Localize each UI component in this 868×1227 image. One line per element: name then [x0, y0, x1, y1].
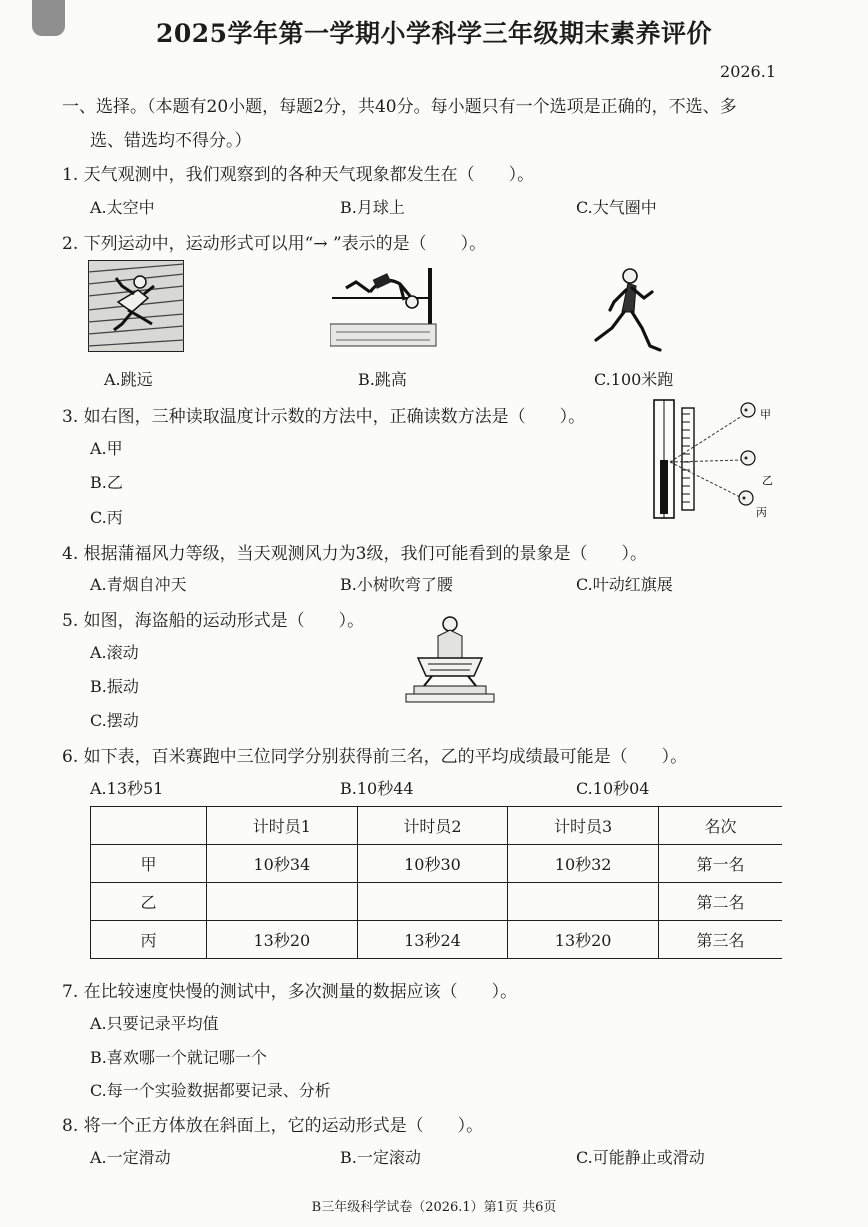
question-7-option-c: C.每一个实验数据都要记录、分析: [90, 1081, 331, 1100]
table-cell: 13秒20: [207, 921, 358, 959]
table-cell: [508, 883, 659, 921]
table-cell: 13秒20: [508, 921, 659, 959]
results-table: [90, 806, 782, 959]
question-5-option-a: A.滚动: [90, 643, 139, 662]
table-row: [91, 921, 783, 959]
table-cell: 甲: [91, 845, 207, 883]
long-jump-image: [88, 260, 184, 352]
question-6-option-c: C.10秒04: [576, 779, 650, 798]
table-cell: 第二名: [658, 883, 782, 921]
question-8-option-a: A.一定滑动: [90, 1148, 171, 1167]
question-3-stem: 3. 如右图，三种读取温度计示数的方法中，正确读数方法是（ ）。: [62, 407, 586, 427]
page-footer: B三年级科学试卷（2026.1）第1页 共6页: [311, 1200, 557, 1215]
question-5-option-c: C.摆动: [90, 711, 139, 730]
question-1-option-c: C.大气圈中: [576, 198, 657, 217]
table-cell: 10秒34: [207, 845, 358, 883]
question-4-option-c: C.叶动红旗展: [576, 575, 673, 594]
question-1-stem: 1. 天气观测中，我们观察到的各种天气现象都发生在（ ）。: [62, 165, 535, 185]
table-cell: 第一名: [658, 845, 782, 883]
question-2-option-b: B.跳高: [358, 370, 407, 389]
label-jia: 甲: [760, 408, 771, 421]
question-3-option-c: C.丙: [90, 508, 123, 527]
question-6-option-b: B.10秒44: [340, 779, 414, 798]
table-row: [91, 845, 783, 883]
question-2-option-a: A.跳远: [104, 370, 153, 389]
section-heading: 一、选择。（本题有20小题，每题2分，共40分。每小题只有一个选项是正确的，不选、多: [62, 97, 737, 117]
table-header-cell: 计时员1: [207, 807, 358, 845]
table-header-cell: 计时员3: [508, 807, 659, 845]
question-8-option-c: C.可能静止或滑动: [576, 1148, 705, 1167]
table-cell: 13秒24: [357, 921, 508, 959]
question-1-option-b: B.月球上: [340, 198, 405, 217]
question-7-option-b: B.喜欢哪一个就记哪一个: [90, 1048, 267, 1067]
exam-date: 2026.1: [720, 62, 776, 81]
label-bing: 丙: [756, 506, 767, 519]
question-3-option-b: B.乙: [90, 473, 123, 492]
table-header-cell: 名次: [658, 807, 782, 845]
question-4-stem: 4. 根据蒲福风力等级，当天观测风力为3级，我们可能看到的景象是（ ）。: [62, 544, 647, 564]
question-7-stem: 7. 在比较速度快慢的测试中，多次测量的数据应该（ ）。: [62, 982, 518, 1002]
question-6-stem: 6. 如下表，百米赛跑中三位同学分别获得前三名，乙的平均成绩最可能是（ ）。: [62, 747, 688, 767]
table-cell: 10秒32: [508, 845, 659, 883]
pirate-ship-image: [404, 614, 496, 704]
runner-image: [590, 266, 662, 356]
question-5-option-b: B.振动: [90, 677, 139, 696]
table-cell: 丙: [91, 921, 207, 959]
question-3-option-a: A.甲: [90, 439, 123, 458]
question-8-stem: 8. 将一个正方体放在斜面上，它的运动形式是（ ）。: [62, 1116, 484, 1136]
table-header-cell: [91, 807, 207, 845]
question-7-option-a: A.只要记录平均值: [90, 1014, 219, 1033]
table-cell: 第三名: [658, 921, 782, 959]
thermometer-reading-diagram: [648, 398, 778, 522]
label-yi: 乙: [762, 474, 773, 487]
table-cell: 乙: [91, 883, 207, 921]
question-2-stem: 2. 下列运动中，运动形式可以用“→ ”表示的是（ ）。: [62, 234, 487, 254]
table-cell: 10秒30: [357, 845, 508, 883]
question-5-stem: 5. 如图，海盗船的运动形式是（ ）。: [62, 611, 365, 631]
high-jump-image: [330, 262, 438, 352]
question-6-option-a: A.13秒51: [90, 779, 164, 798]
question-4-option-a: A.青烟自冲天: [90, 575, 187, 594]
table-cell: [207, 883, 358, 921]
question-1-option-a: A.太空中: [90, 198, 155, 217]
question-2-option-c: C.100米跑: [594, 370, 674, 389]
question-4-option-b: B.小树吹弯了腰: [340, 575, 453, 594]
question-8-option-b: B.一定滚动: [340, 1148, 421, 1167]
section-heading-cont: 选、错选均不得分。）: [90, 131, 252, 151]
table-row: [91, 883, 783, 921]
table-header-row: [91, 807, 783, 845]
exam-title: 2025学年第一学期小学科学三年级期末素养评价: [155, 19, 713, 48]
table-header-cell: 计时员2: [357, 807, 508, 845]
table-cell: [357, 883, 508, 921]
